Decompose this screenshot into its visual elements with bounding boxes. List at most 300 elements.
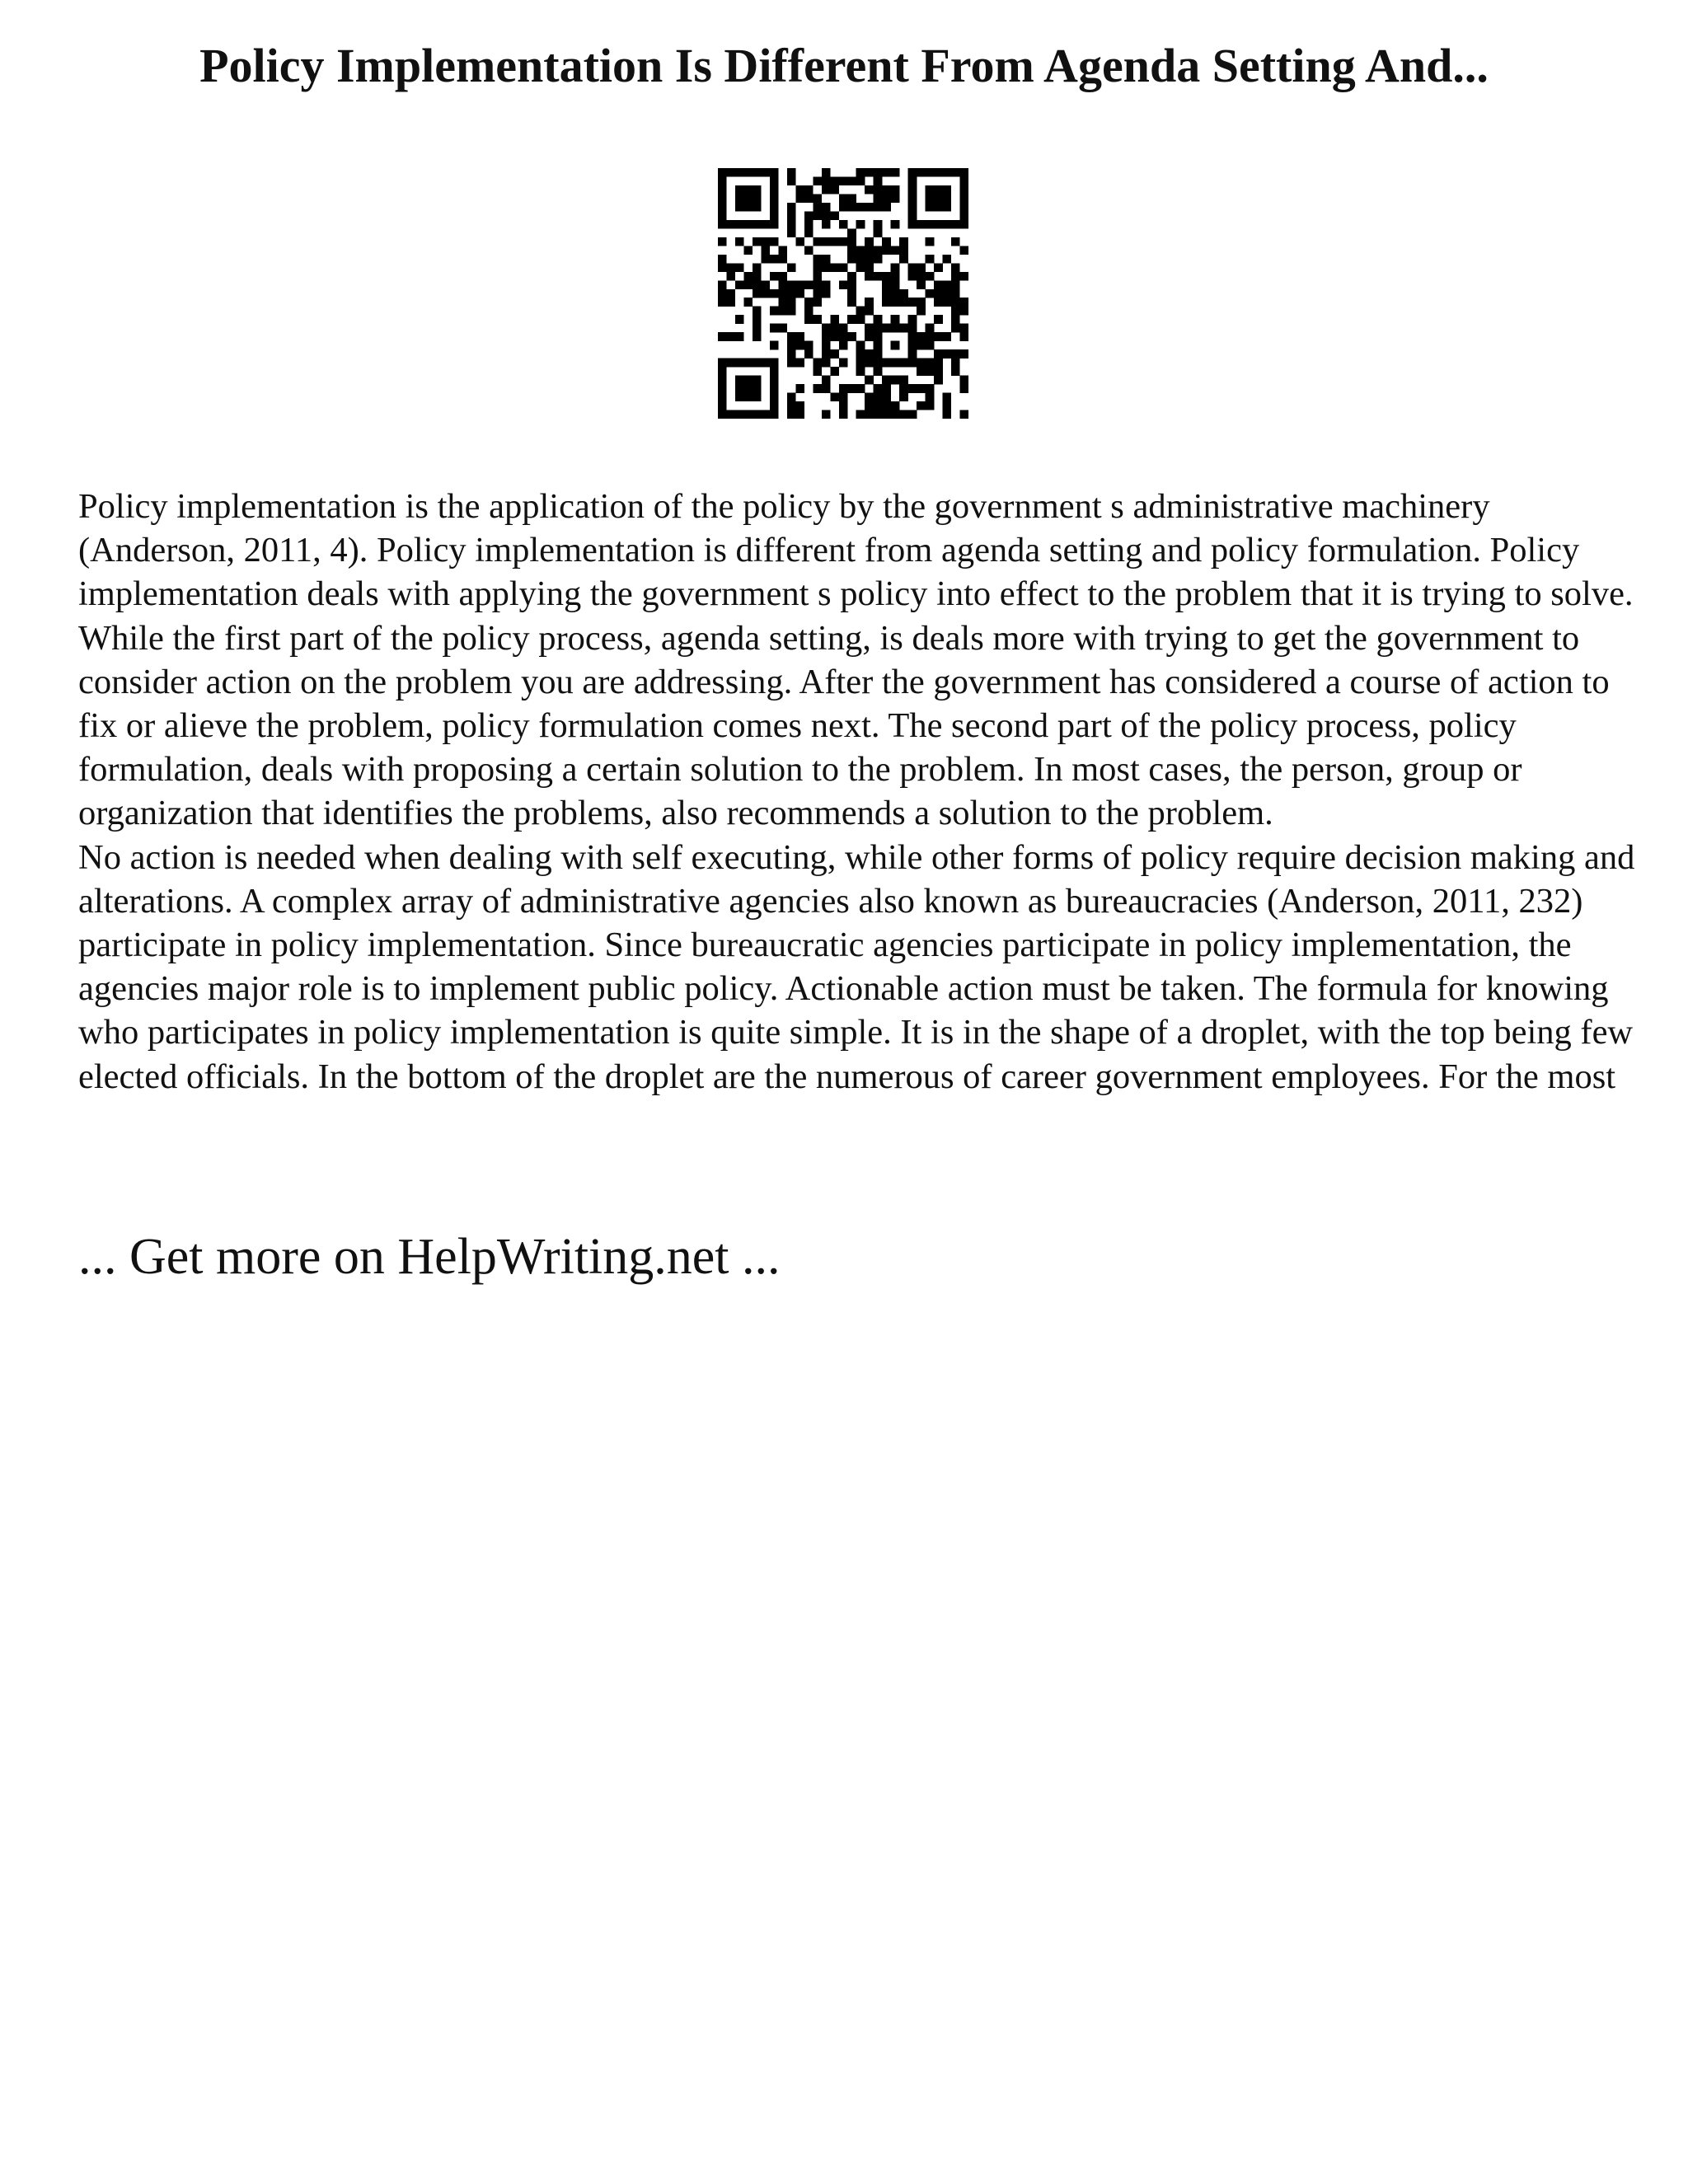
qr-module: [753, 237, 762, 246]
qr-module: [960, 376, 968, 385]
qr-module: [960, 384, 968, 393]
qr-module: [735, 393, 744, 402]
qr-module: [804, 246, 814, 255]
qr-module: [839, 410, 848, 419]
qr-module: [874, 185, 883, 194]
qr-module: [847, 332, 856, 341]
qr-module: [865, 185, 874, 194]
qr-module: [822, 376, 831, 385]
qr-module: [856, 176, 865, 185]
qr-module: [882, 280, 891, 289]
qr-module: [753, 410, 762, 419]
qr-module: [882, 272, 891, 281]
qr-module: [874, 367, 883, 376]
qr-module: [718, 255, 727, 264]
qr-module: [899, 384, 908, 393]
qr-module: [908, 315, 917, 324]
qr-module: [718, 359, 727, 368]
qr-module: [839, 393, 848, 402]
qr-module: [718, 237, 727, 246]
qr-module: [943, 220, 952, 229]
qr-module: [865, 324, 874, 333]
qr-module: [891, 324, 900, 333]
qr-module: [926, 220, 935, 229]
qr-module: [787, 280, 796, 289]
qr-module: [917, 263, 926, 272]
qr-module: [822, 332, 831, 341]
qr-module: [787, 410, 796, 419]
qr-module: [743, 280, 753, 289]
qr-module: [787, 298, 796, 307]
qr-module: [735, 220, 744, 229]
qr-module: [787, 289, 796, 298]
qr-module: [908, 298, 917, 307]
qr-module: [830, 324, 839, 333]
qr-module: [891, 272, 900, 281]
qr-module: [830, 211, 839, 220]
qr-module: [934, 367, 943, 376]
qr-module: [891, 298, 900, 307]
qr-module: [960, 220, 968, 229]
qr-module: [830, 349, 839, 359]
paragraph-1: Policy implementation is the application of the policy by the government s administrative machinery (Anderson, 2011, 4). Policy implementation is different from agenda setting and policy formulation. Policy implementation deals with applying the government s policy into effect to the problem that it is trying to solve. While the first part of the policy process, agenda setting, is deals more with trying to get the government to consider action on the problem you are addressing. After the government has considered a course of action to fix or alieve the problem, policy formulation comes next. The second part of the policy process, policy formulation, deals with proposing a certain solution to the problem. In most cases, the person, group or organization that identifies the problems, also recommends a solution to the problem.: [78, 487, 1634, 833]
qr-module: [735, 237, 744, 246]
qr-module: [908, 211, 917, 220]
qr-module: [804, 349, 814, 359]
qr-module: [822, 176, 831, 185]
qr-module: [917, 384, 926, 393]
qr-module: [874, 168, 883, 177]
qr-module: [822, 280, 831, 289]
qr-module: [865, 307, 874, 316]
qr-module: [865, 410, 874, 419]
qr-module: [917, 272, 926, 281]
qr-module: [908, 203, 917, 212]
qr-module: [856, 203, 865, 212]
qr-module: [865, 272, 874, 281]
qr-module: [813, 367, 822, 376]
qr-module: [891, 341, 900, 350]
qr-module: [934, 376, 943, 385]
qr-module: [960, 324, 968, 333]
qr-module: [787, 263, 796, 272]
qr-module: [882, 410, 891, 419]
qr-module: [943, 168, 952, 177]
qr-module: [804, 315, 814, 324]
qr-module: [830, 332, 839, 341]
qr-module: [865, 359, 874, 368]
qr-module: [743, 194, 753, 203]
qr-module: [787, 393, 796, 402]
qr-module: [718, 194, 727, 203]
qr-module: [753, 393, 762, 402]
qr-module: [839, 194, 848, 203]
qr-module: [847, 384, 856, 393]
qr-module: [951, 367, 960, 376]
qr-module: [960, 211, 968, 220]
qr-module: [943, 393, 952, 402]
qr-module: [735, 185, 744, 194]
qr-module: [718, 393, 727, 402]
qr-module: [753, 332, 762, 341]
qr-module: [926, 401, 935, 410]
qr-module: [743, 272, 753, 281]
qr-module: [804, 185, 814, 194]
qr-module: [822, 185, 831, 194]
qr-module: [795, 359, 804, 368]
qr-module: [856, 359, 865, 368]
qr-module: [951, 289, 960, 298]
qr-module: [908, 168, 917, 177]
qr-module: [761, 255, 770, 264]
qr-module: [743, 246, 753, 255]
qr-module: [882, 324, 891, 333]
qr-module: [865, 263, 874, 272]
qr-module: [943, 255, 952, 264]
qr-module: [778, 307, 787, 316]
qr-module: [891, 401, 900, 410]
qr-module: [822, 255, 831, 264]
qr-module: [908, 324, 917, 333]
qr-module: [951, 220, 960, 229]
qr-module: [882, 168, 891, 177]
qr-module: [926, 393, 935, 402]
qr-module: [778, 280, 787, 289]
qr-module: [960, 332, 968, 341]
qr-module: [856, 168, 865, 177]
qr-module: [917, 280, 926, 289]
qr-module: [882, 401, 891, 410]
qr-module: [718, 263, 727, 272]
qr-module: [743, 376, 753, 385]
qr-module: [943, 332, 952, 341]
qr-module: [874, 341, 883, 350]
qr-module: [951, 280, 960, 289]
qr-module: [847, 315, 856, 324]
qr-module: [943, 349, 952, 359]
qr-module: [865, 349, 874, 359]
qr-module: [856, 255, 865, 264]
qr-module: [865, 203, 874, 212]
qr-module: [718, 176, 727, 185]
qr-module: [770, 211, 779, 220]
qr-module: [951, 307, 960, 316]
qr-module: [926, 255, 935, 264]
qr-module: [761, 246, 770, 255]
qr-module: [943, 298, 952, 307]
qr-module: [770, 384, 779, 393]
qr-module: [934, 280, 943, 289]
qr-module: [960, 176, 968, 185]
qr-module: [787, 401, 796, 410]
qr-module: [822, 410, 831, 419]
qr-module: [718, 298, 727, 307]
qr-module: [787, 203, 796, 212]
qr-module: [718, 203, 727, 212]
qr-module: [804, 228, 814, 237]
qr-module: [908, 349, 917, 359]
qr-module: [899, 237, 908, 246]
qr-module: [735, 168, 744, 177]
qr-module: [856, 263, 865, 272]
qr-module: [943, 289, 952, 298]
qr-module: [839, 341, 848, 350]
qr-module: [951, 298, 960, 307]
qr-module: [865, 237, 874, 246]
qr-module: [847, 203, 856, 212]
qr-module: [899, 246, 908, 255]
qr-module: [839, 220, 848, 229]
qr-module: [735, 384, 744, 393]
qr-module: [778, 289, 787, 298]
qr-module: [787, 349, 796, 359]
qr-module: [770, 401, 779, 410]
qr-module: [926, 367, 935, 376]
qr-module: [753, 185, 762, 194]
qr-module: [865, 246, 874, 255]
qr-module: [926, 324, 935, 333]
qr-module: [951, 349, 960, 359]
qr-module: [926, 384, 935, 393]
qr-module: [830, 315, 839, 324]
qr-module: [822, 263, 831, 272]
qr-module: [934, 332, 943, 341]
qr-module: [761, 410, 770, 419]
qr-module: [787, 228, 796, 237]
qr-module: [735, 359, 744, 368]
qr-module: [951, 324, 960, 333]
qr-module: [753, 263, 762, 272]
qr-module: [770, 255, 779, 264]
qr-module: [718, 280, 727, 289]
qr-module: [874, 194, 883, 203]
qr-module: [787, 332, 796, 341]
qr-module: [822, 349, 831, 359]
qr-module: [856, 246, 865, 255]
qr-module: [856, 341, 865, 350]
qr-module: [917, 307, 926, 316]
qr-module: [753, 168, 762, 177]
qr-module: [908, 176, 917, 185]
qr-module: [847, 255, 856, 264]
qr-module: [856, 384, 865, 393]
qr-module: [822, 384, 831, 393]
qr-module: [778, 272, 787, 281]
qr-module: [726, 289, 735, 298]
qr-module: [839, 324, 848, 333]
qr-module: [839, 401, 848, 410]
qr-module: [726, 332, 735, 341]
qr-module: [874, 220, 883, 229]
qr-module: [718, 410, 727, 419]
qr-module: [770, 376, 779, 385]
qr-module: [874, 393, 883, 402]
qr-module: [830, 176, 839, 185]
qr-module: [813, 237, 822, 246]
qr-module: [874, 359, 883, 368]
qr-module: [882, 237, 891, 246]
qr-module: [891, 280, 900, 289]
qr-module: [735, 410, 744, 419]
qr-module: [951, 237, 960, 246]
qr-module: [917, 367, 926, 376]
qr-module: [787, 307, 796, 316]
qr-module: [822, 324, 831, 333]
qr-module: [743, 359, 753, 368]
qr-module: [770, 393, 779, 402]
qr-module: [891, 263, 900, 272]
qr-module: [735, 263, 744, 272]
qr-module: [735, 315, 744, 324]
qr-module: [891, 289, 900, 298]
qr-module: [726, 410, 735, 419]
qr-module: [735, 376, 744, 385]
qr-module: [804, 298, 814, 307]
qr-module: [926, 194, 935, 203]
qr-module: [960, 349, 968, 359]
qr-module: [908, 359, 917, 368]
qr-module: [753, 194, 762, 203]
qr-module: [743, 298, 753, 307]
qr-module: [882, 289, 891, 298]
qr-module: [743, 220, 753, 229]
qr-module: [899, 255, 908, 264]
qr-module: [813, 211, 822, 220]
qr-module: [926, 341, 935, 350]
qr-module: [891, 376, 900, 385]
qr-code-icon[interactable]: [718, 168, 968, 419]
qr-module: [951, 272, 960, 281]
qr-module: [839, 384, 848, 393]
qr-module: [839, 359, 848, 368]
qr-module: [753, 315, 762, 324]
qr-module: [770, 410, 779, 419]
qr-module: [891, 410, 900, 419]
qr-module: [847, 280, 856, 289]
qr-module: [847, 289, 856, 298]
qr-module: [813, 289, 822, 298]
qr-module: [943, 410, 952, 419]
qr-module: [917, 341, 926, 350]
qr-module: [761, 359, 770, 368]
qr-module: [917, 359, 926, 368]
qr-module: [874, 401, 883, 410]
qr-module: [960, 298, 968, 307]
qr-module: [847, 237, 856, 246]
qr-module: [960, 272, 968, 281]
qr-module: [822, 289, 831, 298]
qr-module: [804, 194, 814, 203]
qr-module: [770, 289, 779, 298]
qr-module: [735, 203, 744, 212]
qr-code-graphic: [718, 168, 968, 419]
qr-module: [856, 410, 865, 419]
qr-module: [753, 203, 762, 212]
qr-module: [770, 237, 779, 246]
qr-module: [839, 263, 848, 272]
qr-module: [795, 185, 804, 194]
qr-module: [856, 367, 865, 376]
qr-module: [718, 211, 727, 220]
qr-module: [891, 185, 900, 194]
qr-module: [882, 246, 891, 255]
qr-module: [822, 211, 831, 220]
qr-module: [856, 349, 865, 359]
qr-module: [882, 298, 891, 307]
qr-module: [882, 185, 891, 194]
qr-module: [770, 194, 779, 203]
qr-module: [770, 307, 779, 316]
qr-module: [718, 376, 727, 385]
qr-module: [770, 176, 779, 185]
qr-module: [839, 203, 848, 212]
qr-module: [822, 237, 831, 246]
qr-module: [822, 341, 831, 350]
qr-module: [951, 315, 960, 324]
qr-module: [908, 194, 917, 203]
qr-module: [761, 289, 770, 298]
qr-module: [874, 203, 883, 212]
qr-module: [718, 168, 727, 177]
qr-module: [951, 168, 960, 177]
qr-module: [874, 272, 883, 281]
get-more-link[interactable]: ... Get more on HelpWriting.net ...: [78, 1229, 781, 1285]
qr-module: [926, 185, 935, 194]
qr-module: [804, 220, 814, 229]
qr-module: [726, 298, 735, 307]
qr-module: [908, 185, 917, 194]
paragraph-2: No action is needed when dealing with self executing, while other forms of policy require decision making and alterations. A complex array of administrative agencies also known as bureaucracies (Anderson, 2011, 232) participate in policy implementation. Since bureaucratic agencies participate in policy implementation, the agencies major role is to implement public policy. Actionable action must be taken. The formula for knowing who participates in policy implementation is quite simple. It is in the shape of a droplet, with the top being few elected officials. In the bottom of the droplet are the numerous of career government employees. For the most: [78, 837, 1635, 1096]
qr-module: [874, 410, 883, 419]
qr-module: [847, 272, 856, 281]
qr-module: [874, 255, 883, 264]
qr-module: [770, 359, 779, 368]
qr-module: [770, 203, 779, 212]
qr-module: [856, 220, 865, 229]
qr-module: [856, 307, 865, 316]
qr-module: [830, 263, 839, 272]
qr-module: [761, 280, 770, 289]
qr-module: [743, 410, 753, 419]
qr-module: [718, 401, 727, 410]
qr-module: [787, 220, 796, 229]
qr-module: [726, 168, 735, 177]
qr-module: [908, 332, 917, 341]
qr-module: [934, 289, 943, 298]
qr-module: [874, 246, 883, 255]
qr-module: [839, 332, 848, 341]
qr-module: [934, 298, 943, 307]
qr-module: [917, 332, 926, 341]
qr-module: [882, 384, 891, 393]
qr-module: [874, 176, 883, 185]
qr-module: [847, 194, 856, 203]
qr-module: [726, 272, 735, 281]
qr-module: [795, 194, 804, 203]
qr-module: [882, 203, 891, 212]
qr-module: [882, 194, 891, 203]
qr-module: [960, 168, 968, 177]
qr-module: [787, 176, 796, 185]
qr-module: [891, 315, 900, 324]
qr-module: [960, 194, 968, 203]
qr-module: [795, 332, 804, 341]
qr-module: [770, 168, 779, 177]
qr-module: [753, 272, 762, 281]
qr-module: [735, 280, 744, 289]
qr-module: [804, 280, 814, 289]
qr-module: [795, 384, 804, 393]
